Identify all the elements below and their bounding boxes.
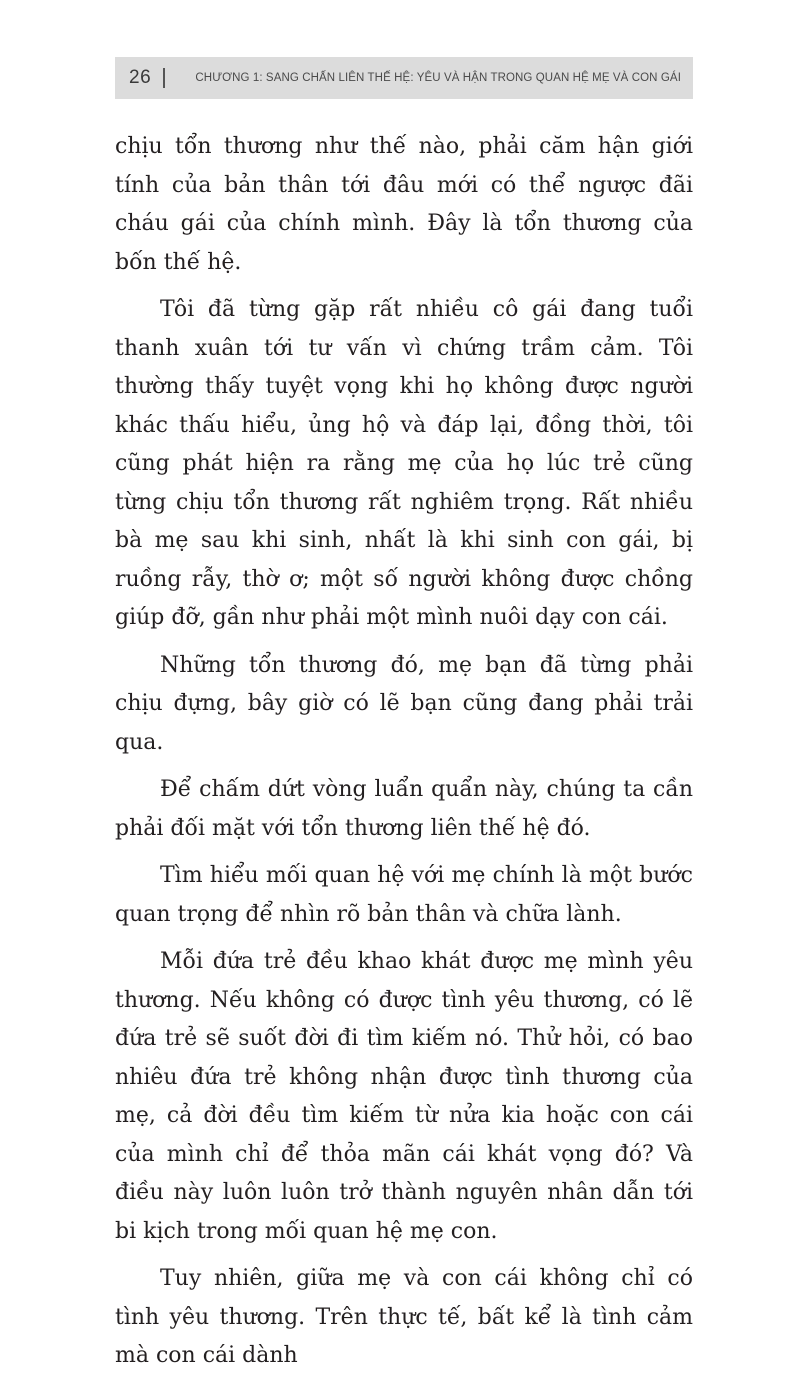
paragraph: Tuy nhiên, giữa mẹ và con cái không chỉ có tình yêu thương. Trên thực tế, bất kể là tình cảm mà con cái dành bbox=[115, 1266, 693, 1368]
paragraph: Mỗi đứa trẻ đều khao khát được mẹ mình yêu thương. Nếu không có được tình yêu thương, có lẽ đứa trẻ sẽ suốt đời đi tìm kiếm nó. Thử hỏi, có bao nhiêu đứa trẻ không nhận được tình thương của mẹ, cả đời đều tìm kiếm từ nửa kia hoặc con cái của mình chỉ để thỏa mãn cái khát vọng đó? Và điều này luôn luôn trở thành nguyên nhân dẫn tới bi kịch trong mối quan hệ mẹ con. bbox=[115, 949, 693, 1244]
header-divider bbox=[163, 68, 165, 88]
paragraph-continued: chịu tổn thương như thế nào, phải căm hận giới tính của bản thân tới đâu mới có thể ngược đãi cháu gái của chính mình. Đây là tổn thương của bốn thế hệ. bbox=[115, 134, 693, 275]
page-number: 26 bbox=[129, 67, 152, 88]
page-body bbox=[115, 128, 693, 1385]
paragraph: Để chấm dứt vòng luẩn quẩn này, chúng ta cần phải đối mặt với tổn thương liên thế hệ đó. bbox=[115, 777, 693, 841]
running-header bbox=[115, 57, 693, 99]
paragraph: Tôi đã từng gặp rất nhiều cô gái đang tuổi thanh xuân tới tư vấn vì chứng trầm cảm. Tôi thường thấy tuyệt vọng khi họ không được người khác thấu hiểu, ủng hộ và đáp lại, đồng thời, tôi cũng phát hiện ra rằng mẹ của họ lúc trẻ cũng từng chịu tổn thương rất nghiêm trọng. Rất nhiều bà mẹ sau khi sinh, nhất là khi sinh con gái, bị ruồng rẫy, thờ ơ; một số người không được chồng giúp đỡ, gần như phải một mình nuôi dạy con cái. bbox=[115, 297, 693, 630]
chapter-running-head: CHƯƠNG 1: SANG CHẤN LIÊN THẾ HỆ: YÊU VÀ HẬN TRONG QUAN HỆ MẸ VÀ CON GÁI bbox=[195, 72, 681, 84]
paragraph: Tìm hiểu mối quan hệ với mẹ chính là một bước quan trọng để nhìn rõ bản thân và chữa lành. bbox=[115, 863, 693, 927]
paragraph: Những tổn thương đó, mẹ bạn đã từng phải chịu đựng, bây giờ có lẽ bạn cũng đang phải trải qua. bbox=[115, 652, 693, 755]
